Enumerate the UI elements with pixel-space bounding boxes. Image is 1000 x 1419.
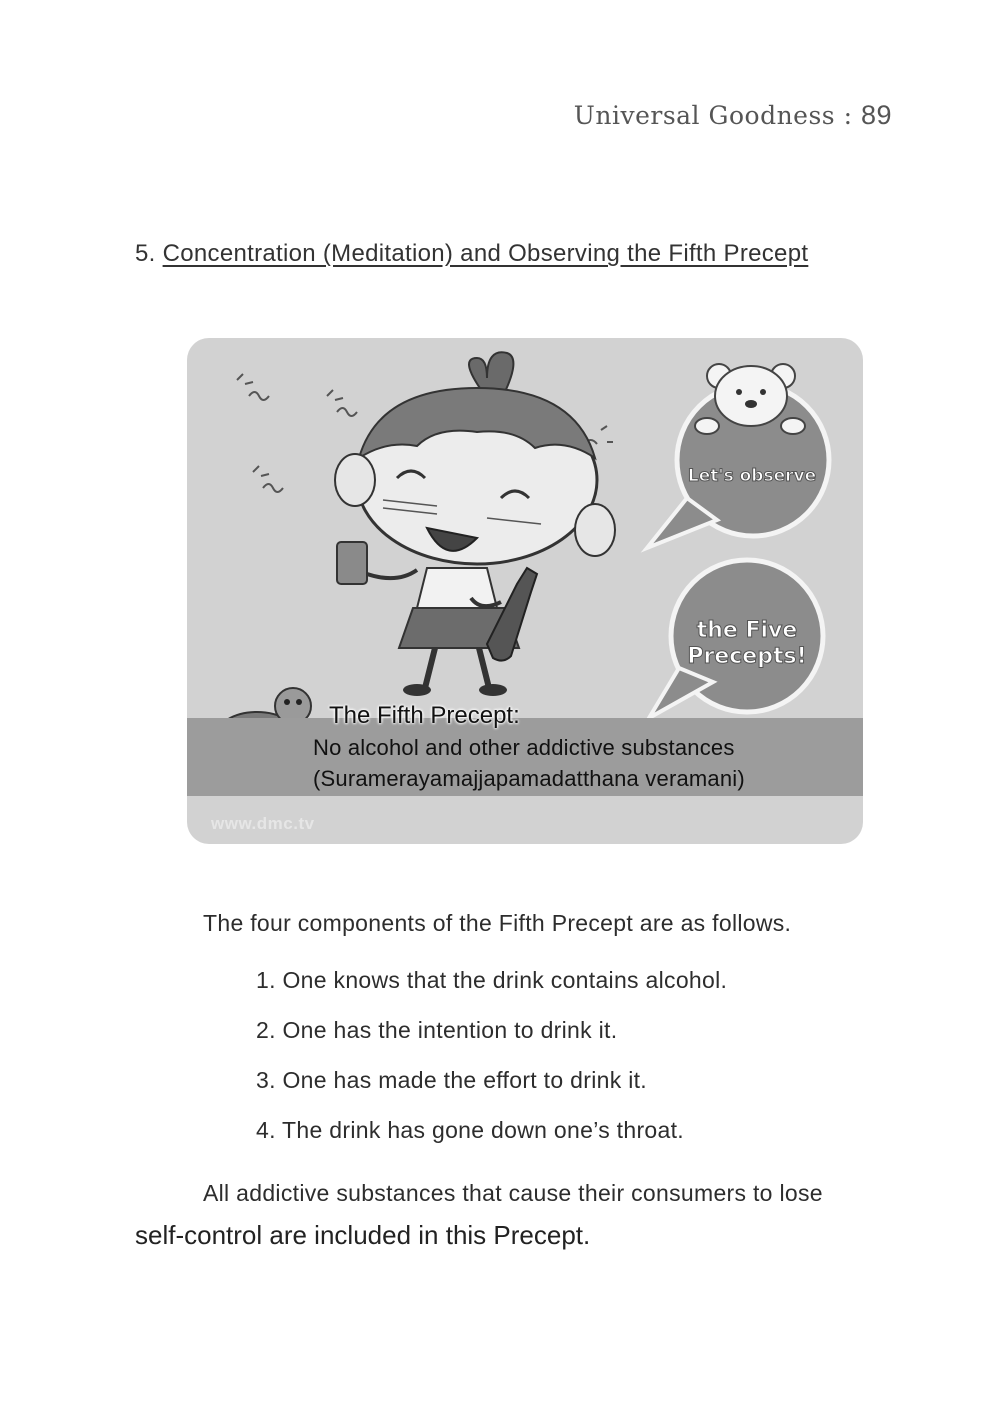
- closing-paragraph-line-1: All addictive substances that cause their consumers to lose: [203, 1180, 823, 1206]
- list-item: 2. One has the intention to drink it.: [256, 1017, 618, 1043]
- left-arm: [367, 570, 417, 578]
- page-number: 89: [860, 100, 892, 130]
- bubble-text-top: Let's observe: [687, 466, 817, 486]
- section-number: 5.: [135, 240, 156, 267]
- watermark: www.dmc.tv: [211, 814, 315, 833]
- section-title: Concentration (Meditation) and Observing the Fifth Precept: [162, 240, 809, 267]
- caption-line-2: (Suramerayamajjapamadatthana veramani): [313, 766, 745, 791]
- left-ear: [335, 454, 375, 506]
- closing-paragraph-line-2: self-control are included in this Precept.: [135, 1220, 591, 1250]
- girl-shirt: [417, 568, 497, 608]
- bubble-text-bottom: the Five Precepts!: [687, 618, 807, 669]
- right-ear: [575, 504, 615, 556]
- caption-line-1: No alcohol and other addictive substances: [313, 735, 735, 760]
- right-shoe: [479, 684, 507, 696]
- running-head-title: Universal Goodness :: [573, 101, 853, 130]
- left-shoe: [403, 684, 431, 696]
- drinking-glass: [337, 542, 367, 584]
- list-item: 3. One has made the effort to drink it.: [256, 1067, 647, 1093]
- section-heading: [135, 240, 808, 268]
- girl-legs: [425, 648, 489, 688]
- caption-title: The Fifth Precept:: [329, 702, 520, 729]
- list-item: 4. The drink has gone down one’s throat.: [256, 1117, 684, 1143]
- list-item: 1. One knows that the drink contains alcohol.: [256, 967, 728, 993]
- illustration-figure: [187, 338, 863, 844]
- running-head: [574, 100, 892, 131]
- intro-paragraph: The four components of the Fifth Precept are as follows.: [203, 910, 792, 936]
